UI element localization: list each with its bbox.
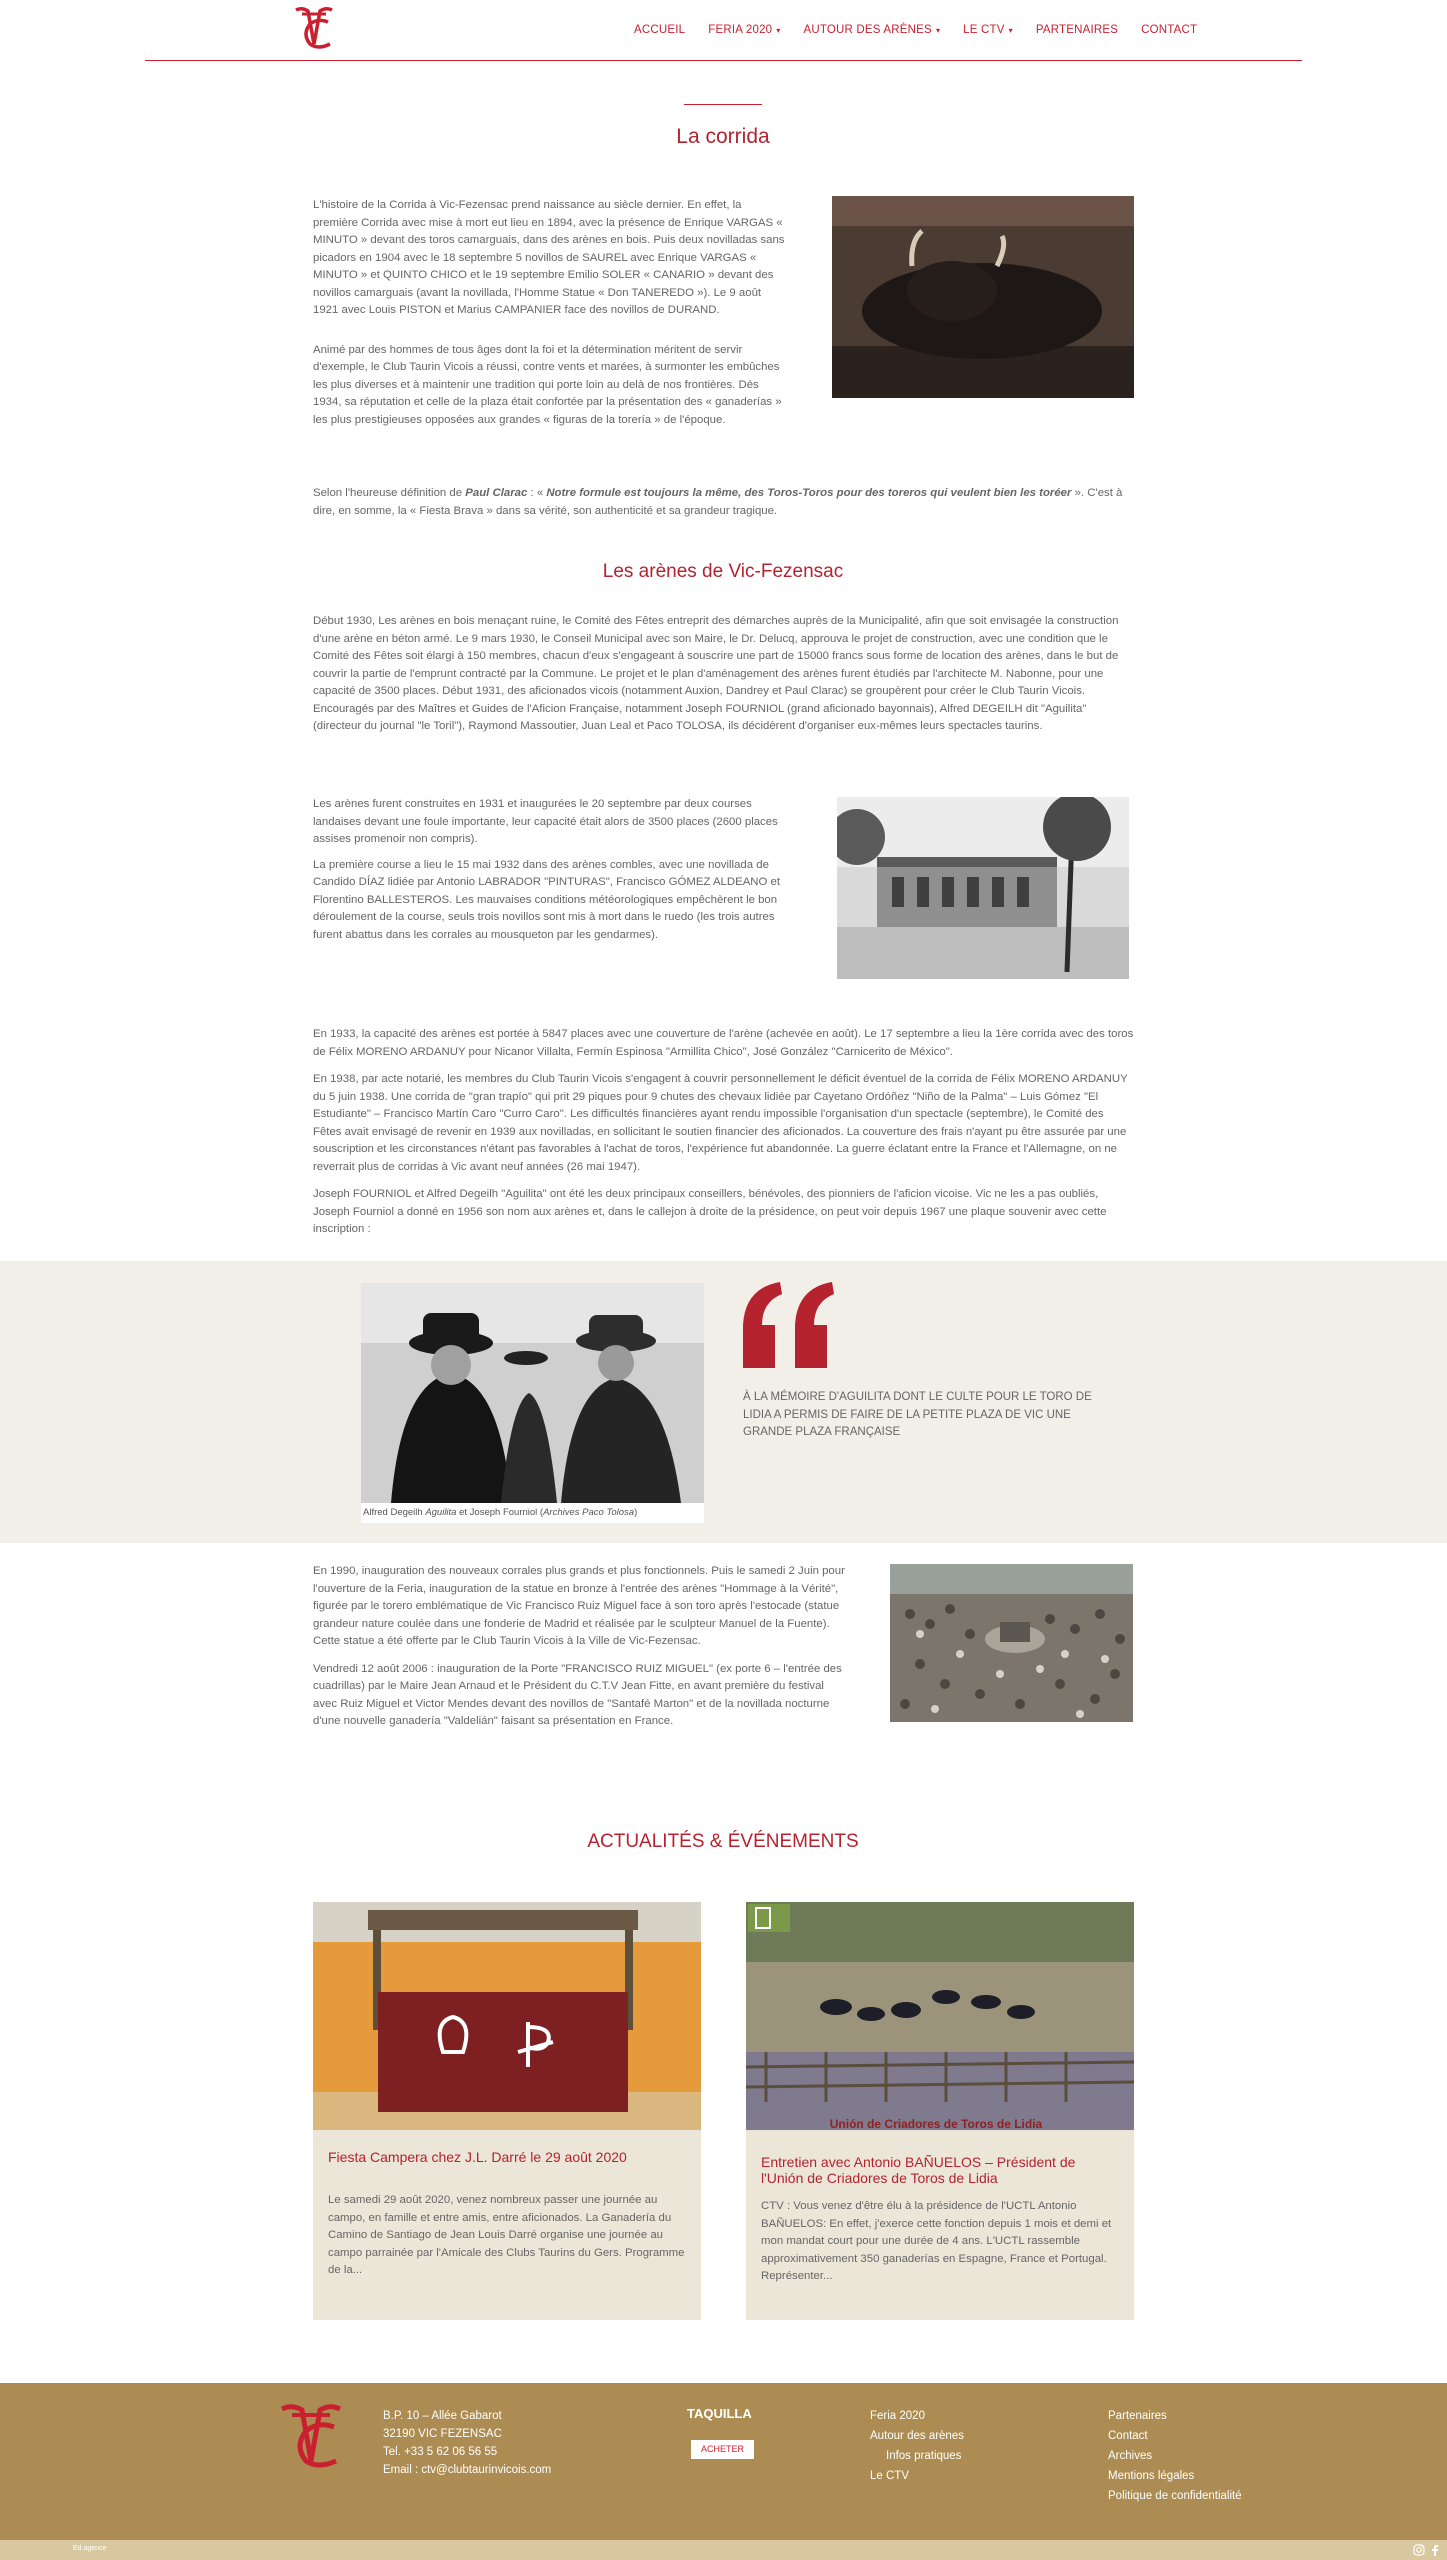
site-footer xyxy=(0,2383,1447,2540)
paragraph: L'histoire de la Corrida à Vic-Fezensac prend naissance au siècle dernier. En effet, la première Corrida avec mise à mort eut lieu en 1894, avec la présence de Enrique VARGAS « MINUTO » devant des toros camarguais, dans des arènes en bois. Puis deux novilladas sans picadors en 1904 avec le 18 septembre 5 novillos de SAUREL avec Enrique VARGAS « MINUTO » et QUINTO CHICO et le 19 septembre Emilio SOLER « CANARIO » devant des novillos camarguais (avant la novillada, l'Homme Statue « Don TANEREDO »). Le 9 août 1921 avec Louis PISTON et Marius CAMPANIER face des novillos de DURAND. xyxy=(313,199,785,316)
photo-caption xyxy=(363,1506,637,1520)
nav-accueil[interactable] xyxy=(634,22,685,40)
corrida-title: La corrida xyxy=(676,125,770,148)
chevron-down-icon: ▾ xyxy=(935,26,941,35)
news-card-title[interactable]: Fiesta Campera chez J.L. Darré le 29 août 2020 xyxy=(328,2149,627,2165)
bull-photo xyxy=(832,196,1134,398)
title-divider xyxy=(684,104,762,105)
arenes-intro xyxy=(313,613,1135,746)
paragraph: Début 1930, Les arènes en bois menaçant ruine, le Comité des Fêtes entreprit des démarches auprès de la Municipalité, afin que soit envisagée la construction d'une arène en béton armé. Le 9 mars 1930, le Conseil Municipal avec son Maire, le Dr. Delucq, approuva le projet de construction, avec une condition que le Comité des Fêtes soit élargi à 150 membres, chacun d'eux s'engageant à souscrire une part de 15000 francs sous forme de location des arènes, dans le but de couvrir la partie de l'emprunt contracté par la Commune. Le projet et le plan d'aménagement des arènes furent étudiés par l'architecte M. Nabonne, pour une capacité de 3500 places. Début 1931, des aficionados vicois (notamment Auxion, Dandrey et Paul Clarac) se groupèrent pour créer le Club Taurin Vicois. Encouragés par des Maîtres et Guides de l'Aficion Française, notamment Joseph FOURNIOL (grand aficionado bayonnais), Alfred DEGEILH dit "Aguilita" (directeur du journal "le Toril"), Raymond Massoutier, Juan Leal et Paco TOLOSA, ils décidèrent d'organiser eux-mêmes leurs spectacles taurins. xyxy=(313,615,1119,732)
chevron-down-icon: ▾ xyxy=(776,26,781,35)
news-card[interactable] xyxy=(313,1902,701,2320)
text-span: ». C'est à dire, en somme, la « Fiesta Brava » dans sa vérité, son authenticité et sa grandeur tragique. xyxy=(313,487,1123,517)
paragraph: En 1990, inauguration des nouveaux corrales plus grands et plus fonctionnels. Puis le samedi 2 Juin pour l'ouverture de la Feria, inauguration de la statue en bronze à l'entrée des arènes "Hommage à la Vérité", figurée par le torero emblématique de Vic Francisco Ruiz Miguel face à son toro après l'estocade (statue grandeur nature coulée dans une fonderie de Madrid et réalisée par le sculpteur Manuel de la Fuente). Cette statue a été offerte par le Club Taurin Vicois à la Ville de Vic-Fezensac. xyxy=(313,1565,845,1647)
footer-link-mentions[interactable]: Mentions légales xyxy=(1108,2470,1195,2482)
footer-links-col1 xyxy=(870,2407,964,2487)
paragraph: Joseph FOURNIOL et Alfred Degeilh "Aguilita" ont été les deux principaux conseillers, bénévoles, des pionniers de l'aficion vicoise. Vic ne les a pas oubliés, Joseph Fourniol a donné en 1956 son nom aux arènes et, dans le callejon à droite de la présidence, on peut voir depuis 1967 une plaque souvenir avec cette inscription : xyxy=(313,1188,1107,1235)
address-line: Tel. +33 5 62 06 56 55 xyxy=(383,2446,498,2458)
archive-image xyxy=(361,1283,704,1503)
quote-icon xyxy=(740,1280,840,1370)
footer-link-partenaires[interactable]: Partenaires xyxy=(1108,2410,1167,2422)
arenes-title: Les arènes de Vic-Fezensac xyxy=(602,561,844,582)
nav-contact[interactable] xyxy=(1141,22,1197,40)
arenes-photo xyxy=(837,797,1129,979)
arenes-history xyxy=(313,1026,1135,1249)
footer-bottom-bar xyxy=(0,2540,1447,2560)
caption-part: Archives Paco Tolosa xyxy=(543,1507,635,1518)
archive-photo xyxy=(361,1283,704,1523)
paragraph: Vendredi 12 août 2006 : inauguration de la Porte "FRANCISCO RUIZ MIGUEL" (ex porte 6 – l'entrée des cuadrillas) par le Maire Jean Arnaud et le Président du C.T.V Jean Fitte, en avant première du festival avec Ruiz Miguel et Victor Mendes devant des novillos de "Santafé Marton" et de la novillada nocturne d'une nouvelle ganadería "Valdelián" faisant sa présentation en France. xyxy=(313,1662,842,1727)
footer-links-col2 xyxy=(1108,2407,1242,2507)
news-title: ACTUALITÉS & ÉVÉNEMENTS xyxy=(587,1831,859,1852)
later-history xyxy=(313,1563,846,1741)
image-caption: Unión de Criadores de Toros de Lidia xyxy=(829,2117,1043,2130)
address-email[interactable]: Email : ctv@clubtaurinvicois.com xyxy=(383,2464,552,2476)
nav-feria-2020[interactable] xyxy=(708,22,780,40)
nav-autour-des-arenes[interactable] xyxy=(803,22,940,40)
footer-logo[interactable] xyxy=(272,2401,350,2473)
arenes-construction-text xyxy=(313,796,788,954)
paragraph: En 1933, la capacité des arènes est portée à 5847 places avec une couverture de l'arène (achevée en août). Le 17 septembre a lieu la 1ère corrida avec des toros de Félix MORENO ARDANUY pour Nicanor Villalta, Fermín Espinosa "Armillita Chico", José González "Carnicerito de México". xyxy=(313,1028,1134,1058)
footer-link-autour[interactable]: Autour des arènes xyxy=(870,2430,964,2442)
news-card-image[interactable] xyxy=(746,1902,1134,2130)
site-header xyxy=(0,0,1447,62)
arenes-image xyxy=(837,797,1129,979)
nav-label: CONTACT xyxy=(1141,24,1198,36)
nav-partenaires[interactable] xyxy=(1036,22,1118,40)
instagram-icon[interactable] xyxy=(1413,2544,1425,2556)
paragraph: Animé par des hommes de tous âges dont la foi et la détermination méritent de servir d'exemple, le Club Taurin Vicois a réussi, contre vents et marées, à surmonter les embûches les plus diverses et à maintenir une tradition qui porte loin au delà de nos frontières. Dès 1934, sa réputation et celle de la plaza était confortée par la présentation des « ganaderías » les plus prestigieuses opposées aux grandes « figuras de la torería » de l'époque. xyxy=(313,343,782,426)
ganaderia-image xyxy=(746,1902,1134,2130)
news-card[interactable] xyxy=(746,1902,1134,2320)
nav-label: LE CTV xyxy=(963,24,1005,36)
nav-le-ctv[interactable] xyxy=(963,22,1013,40)
address-line: B.P. 10 – Allée Gabarot xyxy=(383,2410,502,2422)
author-name: Paul Clarac xyxy=(465,487,528,499)
quoted-definition: Notre formule est toujours la même, des Toros-Toros pour des toreros qui veulent bien les toréer xyxy=(546,487,1072,499)
nav-label: ACCUEIL xyxy=(634,24,686,36)
campera-image xyxy=(313,1902,701,2130)
text-span: Selon l'heureuse définition de xyxy=(313,487,466,499)
acheter-button[interactable]: ACHETER xyxy=(691,2440,754,2459)
agency-credit[interactable]: Ed.agence xyxy=(73,2545,107,2552)
paragraph: Les arènes furent construites en 1931 et inaugurées le 20 septembre par deux courses landaises devant une foule importante, leur capacité était alors de 3500 places (2600 places assises promenoir non compris). xyxy=(313,798,778,845)
memorial-inscription: À LA MÉMOIRE D'AGUILITA DONT LE CULTE POUR LE TORO DE LIDIA A PERMIS DE FAIRE DE LA PETITE PLAZA DE VIC UNE GRANDE PLAZA FRANÇAISE xyxy=(743,1391,1092,1438)
club-logo[interactable] xyxy=(288,4,340,52)
footer-link-contact[interactable]: Contact xyxy=(1108,2430,1148,2442)
bull-image xyxy=(832,196,1134,398)
corrida-text xyxy=(313,197,788,439)
news-card-excerpt: CTV : Vous venez d'être élu à la présidence de l'UCTL Antonio BAÑUELOS: En effet, j'exerce cette fonction depuis 1 mois et demi et mon mandat court pour une durée de 4 ans. L'UCTL rassemble approximativement 350 ganaderías en Espagne, France et Portugal. Représenter... xyxy=(761,2200,1112,2282)
address-line: 32190 VIC FEZENSAC xyxy=(383,2428,502,2440)
footer-address xyxy=(383,2407,551,2479)
quote-section xyxy=(0,1261,1447,1543)
taquilla-title: TAQUILLA xyxy=(687,2406,752,2421)
caption-part: et Joseph Fourniol ( xyxy=(456,1507,544,1518)
nav-label: AUTOUR DES ARÈNES xyxy=(803,24,932,36)
news-card-excerpt: Le samedi 29 août 2020, venez nombreux passer une journée au campo, en famille et entre amis, entre aficionados. La Ganadería du Camino de Santiago de Jean Louis Darré organise une journée au campo parrainée par l'Amicale des Clubs Taurins du Gers. Programme de la... xyxy=(328,2194,685,2276)
text-span: : « xyxy=(527,487,547,499)
footer-link-infos[interactable]: Infos pratiques xyxy=(886,2450,962,2462)
news-card-image[interactable] xyxy=(313,1902,701,2130)
paragraph: La première course a lieu le 15 mai 1932 dans des arènes combles, avec une novillada de Candido DÍAZ lidiée par Antonio LABRADOR "PINTURAS", Francisco GÓMEZ ALDEANO et Florentino BALLESTEROS. Les mauvaises conditions météorologiques empêchèrent le bon déroulement de la course, seuls trois novillos sont mis à mort dans le ruedo (les trois autres furent abattus dans les corrales au mousqueton par les gendarmes). xyxy=(313,858,781,941)
facebook-icon[interactable] xyxy=(1431,2544,1439,2556)
footer-link-feria[interactable]: Feria 2020 xyxy=(870,2410,925,2422)
nav-label: FERIA 2020 xyxy=(708,24,773,36)
header-divider xyxy=(145,60,1302,61)
nav-label: PARTENAIRES xyxy=(1035,24,1119,36)
caption-part: Alfred Degeilh xyxy=(363,1507,426,1518)
caption-part: Aguilita xyxy=(425,1507,457,1518)
corrida-quote-paragraph xyxy=(313,485,1143,520)
chevron-down-icon: ▾ xyxy=(1008,26,1013,35)
statue-crowd-photo xyxy=(890,1564,1133,1722)
footer-link-ctv[interactable]: Le CTV xyxy=(870,2470,909,2482)
footer-link-archives[interactable]: Archives xyxy=(1108,2450,1153,2462)
crowd-image xyxy=(890,1564,1133,1722)
paragraph: En 1938, par acte notarié, les membres du Club Taurin Vicois s'engagent à couvrir personnellement le déficit éventuel de la corrida de Félix MORENO ARDANUY du 5 juin 1938. Une corrida de "gran trapío" qui prit 29 piques pour 9 chutes des chevaux lidiée par Cayetano Ordóñez "Niño de la Palma" – Luis Gómez "El Estudiante" – Francisco Martín Caro "Curro Caro". Les difficultés financières ayant rendu impossible l'organisation d'un spectacle (septembre), le Comité des Fêtes avait envisagé de revenir en 1939 aux novilladas, en sollicitant le soutien financier des aficionados. La couverture des frais n'ayant pu être assurée par une souscription et les circonstances n'étant pas favorables à l'achat de toros, l'expérience fut abandonnée. La guerre éclatant entre la France et l'Allemagne, on ne reverrait plus de corridas à Vic avant neuf années (26 mai 1947). xyxy=(313,1073,1128,1173)
caption-part: ) xyxy=(634,1507,638,1518)
news-card-title[interactable]: Entretien avec Antonio BAÑUELOS – Président de l'Unión de Criadores de Toros de Lidia xyxy=(761,2154,1076,2186)
footer-link-privacy[interactable]: Politique de confidentialité xyxy=(1108,2490,1242,2502)
main-nav xyxy=(634,22,1220,40)
